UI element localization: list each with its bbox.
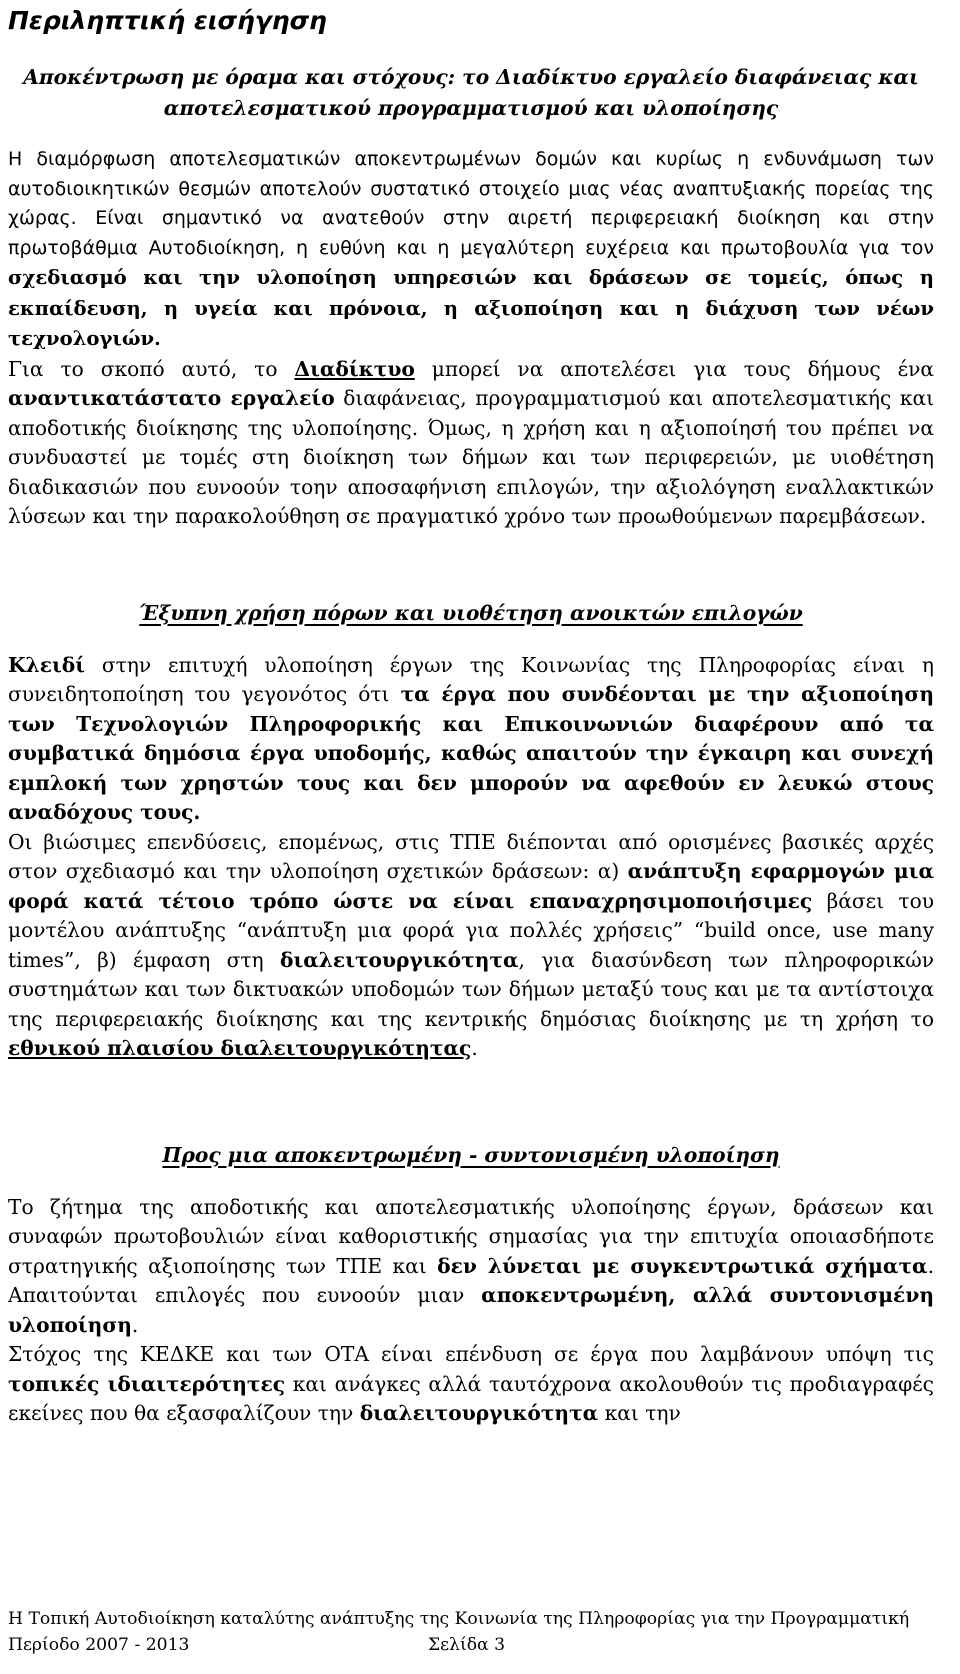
text-run: Στόχος της ΚΕΔΚΕ και των ΟΤΑ είναι επένδυση σε έργα που λαμβάνουν υπόψη τις [8, 1342, 934, 1366]
footer-line: Η Τοπική Αυτοδιοίκηση καταλύτης ανάπτυξης της Κοινωνία της Πληροφορίας για την Προγραμματική [8, 1609, 910, 1629]
emphasis-run: αναντικατάστατο εργαλείο [8, 386, 335, 410]
section-1-paragraph-2 [8, 355, 934, 532]
text-run: . [154, 328, 161, 350]
text-run: . [131, 1312, 139, 1337]
text-run: . [471, 1036, 478, 1060]
text-run: βάσει του μοντέλου ανάπτυξης “ανάπτυξη μια φορά για πολλές χρήσεις” “build once, use many times”, β) έμφαση στη [8, 888, 934, 972]
text-run: Το ζήτημα της αποδοτικής και αποτελεσματικής υλοποίησης έργων, δράσεων και συναφών πρωτοβουλιών είναι καθοριστικής σημασίας για την επιτυχία οποιασδήποτε στρατηγικής αξιοποίησης των ΤΠΕ και [8, 1194, 934, 1278]
text-run: Για το σκοπό αυτό, το [8, 356, 295, 381]
spacer [8, 629, 934, 651]
footer-period: Περίοδο 2007 - 2013 [8, 1635, 190, 1655]
text-run: Οι βιώσιμες επενδύσεις, επομένως, στις ΤΠΕ διέπονται από ορισμένες βασικές αρχές στον σχεδιασμό και την υλοποίηση σχετικών δράσεων: α) [8, 829, 934, 883]
emphasis-run: ανάπτυξη εφαρμογών μια φορά κατά τέτοιο τρόπο ώστε να είναι επαναχρησιμοποιήσιμες [8, 859, 934, 913]
page-footer [8, 1606, 938, 1658]
footer-line [8, 1632, 938, 1658]
section-3-paragraph-1 [8, 1193, 934, 1341]
section-3-heading: Προς μια αποκεντρωμένη - συντονισμένη υλοποίηση [162, 1142, 780, 1167]
text-run: στην επιτυχή υλοποίηση έργων της Κοινωνίας της Πληροφορίας είναι η συνειδητοποίηση του γεγονότος ότι [8, 652, 934, 706]
text-run: . Απαιτούνται επιλογές που ευνοούν μιαν [8, 1253, 934, 1307]
emphasis-run: εθνικού πλαισίου διαλειτουργικότητας [8, 1036, 472, 1060]
section-1-heading: Αποκέντρωση με όραμα και στόχους: το Διαδίκτυο εργαλείο διαφάνειας και αποτελεσματικού προγραμματισμού και υλοποίησης [23, 65, 919, 120]
text-run: μπορεί να αποτελέσει για τους δήμους ένα [414, 356, 934, 381]
page-number: Σελίδα 3 [428, 1635, 506, 1655]
text-run: διαφάνειας, προγραμματισμού και αποτελεσματικής και αποδοτικής διοίκησης της υλοποίησης. Όμως, η χρήση και η αξιοποίησή του πρέπει να συνδυαστεί με τομές στη διοίκηση των δήμων και των περιφερειών, με υιοθέτηση διαδικασιών που ευνοούν τοην αποσαφήνιση επιλογών, την αξιολόγηση εναλλακτικών λύσεων και την παρακολούθηση σε πραγματικό χρόνο των προωθούμενων παρεμβάσεων. [8, 386, 934, 528]
section-1-paragraph-1 [8, 145, 934, 355]
emphasis-run: διαλειτουργικότητα [359, 1401, 599, 1425]
text-run: και την [598, 1401, 681, 1425]
emphasis-run: αποκεντρωμένη, αλλά συντονισμένη υλοποίηση [8, 1283, 934, 1337]
section-3-paragraph-2 [8, 1340, 934, 1429]
text-run: Η διαμόρφωση αποτελεσματικών αποκεντρωμένων δομών και κυρίως η ενδυνάμωση των αυτοδιοικητικών θεσμών αποτελούν συστατικό στοιχείο μιας νέας αναπτυξιακής πορείας της χώρας. Είναι σημαντικό να ανατεθούν στην αιρετή περιφερειακή διοίκηση και στην πρωτοβάθμια Αυτοδιοίκηση, η ευθύνη και η μεγαλύτερη ευχέρεια και πρωτοβουλία για τον [8, 148, 934, 259]
emphasis-run: δεν λύνεται με συγκεντρωτικά σχήματα [437, 1253, 928, 1278]
text-run: , για διασύνδεση των πληροφορικών συστημάτων και των δικτυακών υποδομών των δήμων μεταξύ τους και με τα αντίστοιχα της περιφερειακής διοίκησης και της κεντρικής δημόσιας διοίκησης με τη χρήση το [8, 947, 934, 1031]
emphasis-run: διαλειτουργικότητα [280, 947, 519, 972]
emphasis-run: τοπικές ιδιαιτερότητες [8, 1371, 286, 1396]
page-title: Περιληπτική εισήγηση [8, 6, 327, 35]
section-2-paragraph-1 [8, 651, 934, 828]
section-2-heading: Έξυπνη χρήση πόρων και υιοθέτηση ανοικτών επιλογών [139, 600, 803, 625]
emphasis-run: τα έργα που συνδέονται με την αξιοποίηση των Τεχνολογιών Πληροφορικής και Επικοινωνιών διαφέρουν από τα συμβατικά δημόσια έργα υποδομής, καθώς απαιτούν την έγκαιρη και συνεχή εμπλοκή των χρηστών τους και δεν μπορούν να αφεθούν εν λευκώ στους αναδόχους τους. [8, 682, 934, 824]
spacer [8, 532, 934, 598]
spacer [8, 1171, 934, 1193]
emphasis-run: σχεδιασμό και την υλοποίηση υπηρεσιών και δράσεων σε τομείς, όπως η εκπαίδευση, η υγεία και πρόνοια, η αξιοποίηση και η διάχυση των νέων τεχνολογιών [8, 266, 934, 350]
spacer [8, 1064, 934, 1140]
emphasis-run: Κλειδί [8, 652, 85, 677]
text-run: και ανάγκες αλλά ταυτόχρονα ακολουθούν τις προδιαγραφές εκείνες που θα εξασφαλίζουν την [8, 1371, 934, 1425]
section-2-paragraph-2 [8, 828, 934, 1064]
emphasis-run: Διαδίκτυο [294, 356, 415, 381]
